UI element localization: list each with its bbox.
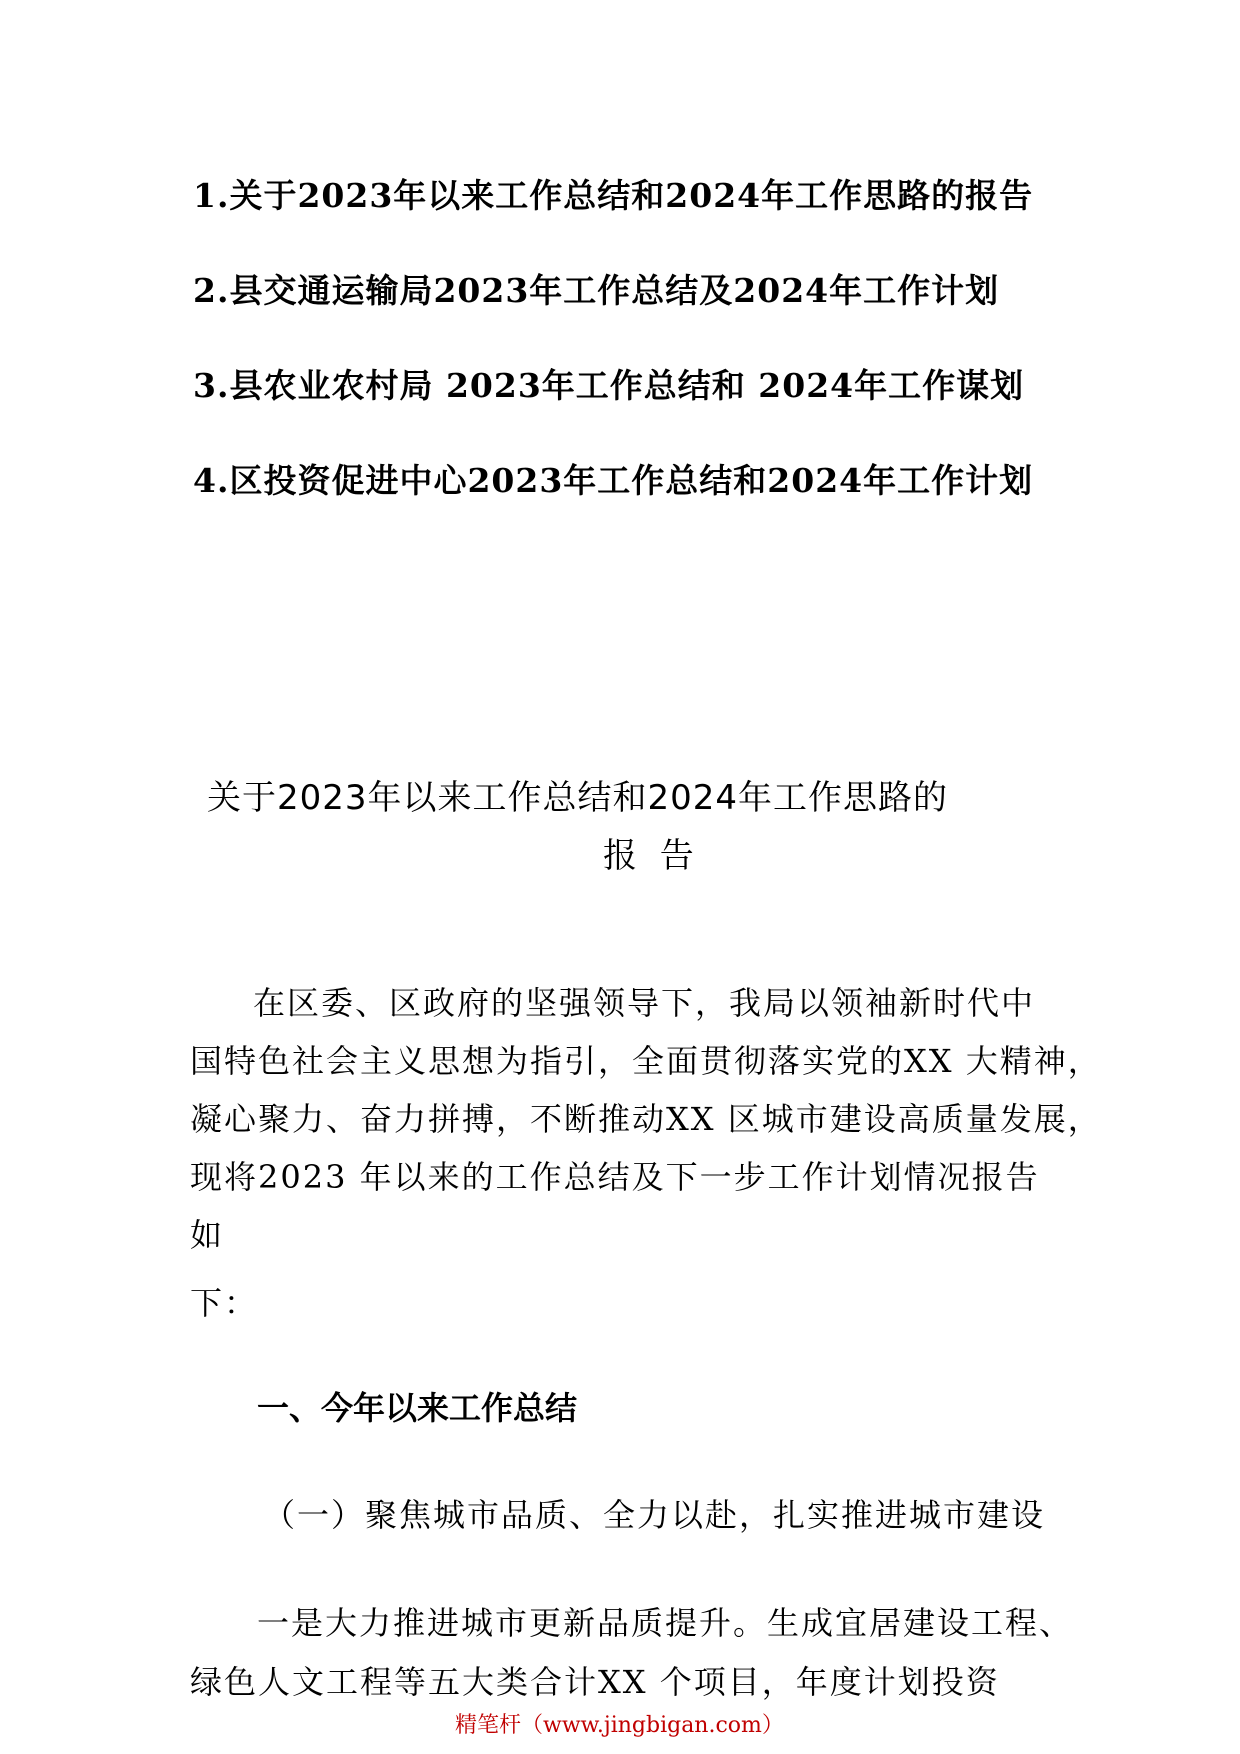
intro-line-6: 下： xyxy=(190,1284,259,1322)
footer-watermark: 精笔杆（www.jingbigan.com） xyxy=(455,1713,784,1738)
toc-item-3: 3.县农业农村局 2023年工作总结和 2024年工作谋划 xyxy=(193,366,1025,405)
intro-line-4: 现将2023 年以来的工作总结及下一步工作计划情况报告 xyxy=(190,1158,1040,1196)
subsection-heading: （一）聚焦城市品质、全力以赴，扎实推进城市建设 xyxy=(263,1496,1046,1534)
document-title-line1: 关于2023年以来工作总结和2024年工作思路的 xyxy=(207,778,949,818)
section-heading: 一、今年以来工作总结 xyxy=(257,1389,578,1427)
toc-item-1: 1.关于2023年以来工作总结和2024年工作思路的报告 xyxy=(193,176,1034,215)
paragraph-line-1: 一是大力推进城市更新品质提升。生成宜居建设工程、 xyxy=(257,1604,1074,1642)
intro-line-2: 国特色社会主义思想为指引，全面贯彻落实党的XX 大精神， xyxy=(190,1042,1102,1080)
intro-line-3: 凝心聚力、奋力拼搏，不断推动XX 区城市建设高质量发展， xyxy=(190,1100,1102,1138)
intro-line-5: 如 xyxy=(190,1216,225,1254)
document-title-line2: 报 告 xyxy=(603,836,700,876)
intro-line-1: 在区委、区政府的坚强领导下，我局以领袖新时代中 xyxy=(253,984,1036,1022)
toc-item-4: 4.区投资促进中心2023年工作总结和2024年工作计划 xyxy=(193,461,1034,500)
toc-item-2: 2.县交通运输局2023年工作总结及2024年工作计划 xyxy=(193,271,1000,310)
paragraph-line-2: 绿色人文工程等五大类合计XX 个项目，年度计划投资 xyxy=(190,1663,1000,1701)
